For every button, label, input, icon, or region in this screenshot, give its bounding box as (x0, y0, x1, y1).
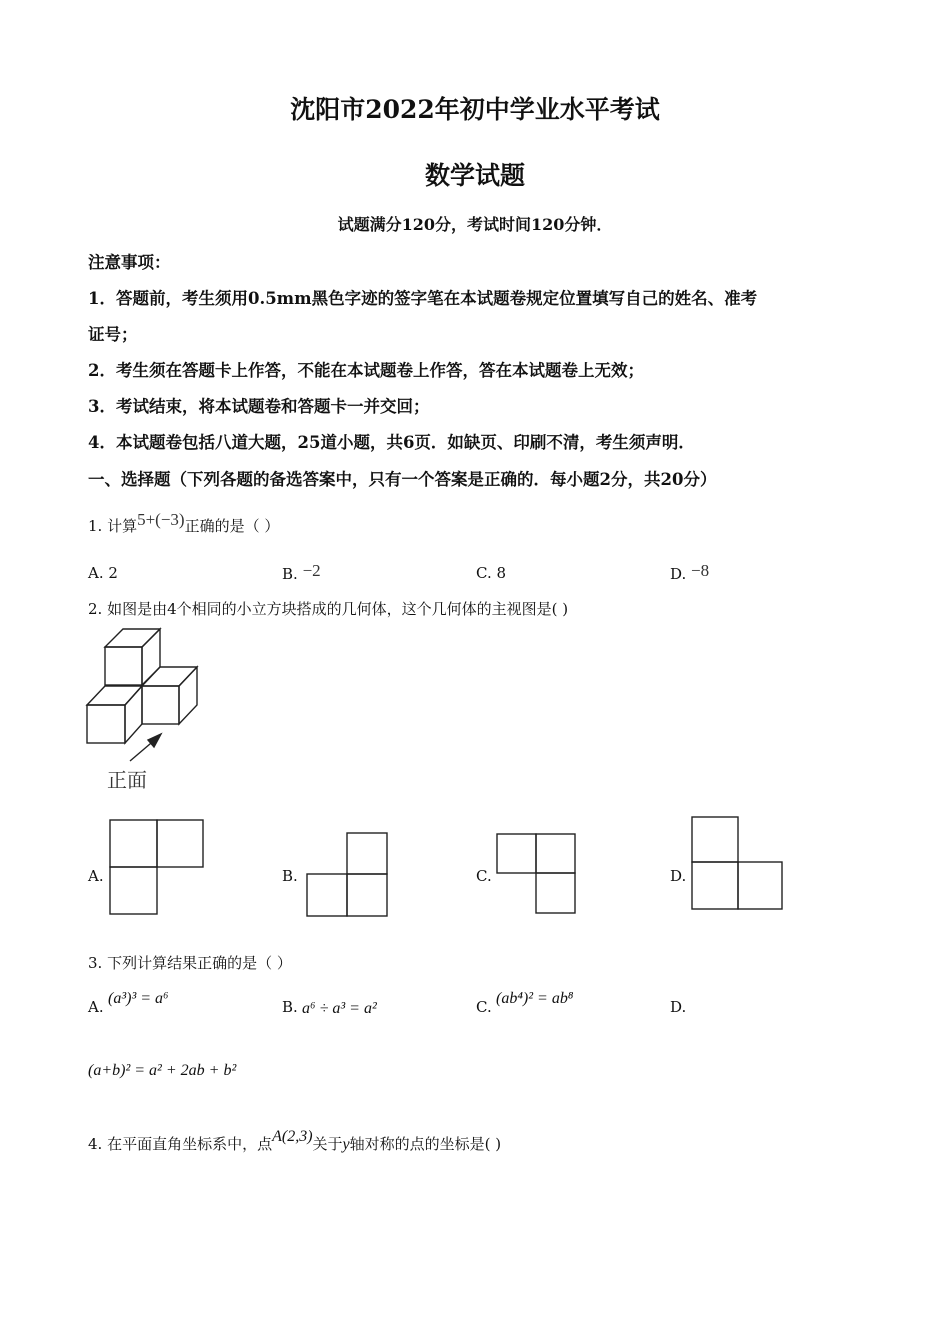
notice-item-3: 3．考试结束，将本试题卷和答题卡一并交回； (88, 397, 430, 416)
q2-option-a[interactable]: A. (88, 867, 104, 885)
q3-option-d[interactable]: D. (670, 998, 687, 1016)
q1-expression: 5+(−3) (137, 510, 185, 529)
exam-subtitle: 数学试题 (424, 161, 525, 190)
q3-option-a-expression: (a³)³ = a⁶ (108, 990, 169, 1007)
notice-item-2: 2．考生须在答题卡上作答，不能在本试题卷上作答，答在本试题卷上无效； (88, 361, 644, 380)
notice-item-1: 1．答题前，考生须用0.5mm黑色字迹的签字笔在本试题卷规定位置填写自己的姓名、准考 (88, 289, 758, 308)
q1-option-c[interactable]: C. 8 (476, 564, 507, 582)
q1-option-d[interactable]: D. −8 (670, 561, 710, 583)
section-1-heading: 一、选择题（下列各题的备选答案中，只有一个答案是正确的．每小题2分，共20分） (88, 470, 717, 489)
q4-point-expression: A(2,3) (272, 1128, 313, 1145)
q3-option-a[interactable]: A. (88, 998, 104, 1016)
question-4: 4. 在平面直角坐标系中，点A(2,3)关于y轴对称的点的坐标是( ) (88, 1128, 502, 1153)
q3-option-b-expression: a⁶ ÷ a³ = a² (302, 1000, 377, 1017)
q3-option-c-expression: (ab⁴)² = ab⁸ (496, 990, 574, 1007)
q2-option-d[interactable]: D. (670, 867, 687, 885)
notice-item-1-cont: 证号； (88, 325, 138, 344)
exam-info: 试题满分120分，考试时间120分钟． (337, 215, 613, 234)
q2-option-c[interactable]: C. (476, 867, 492, 885)
exam-title: 沈阳市2022年初中学业水平考试 (290, 95, 660, 124)
q1-prefix: 1. 计算 (88, 517, 138, 535)
q3-option-b[interactable]: B. (282, 998, 298, 1016)
question-1 (88, 510, 280, 536)
q1-suffix: 正确的是（ ） (184, 517, 280, 535)
question-3: 3. 下列计算结果正确的是（ ） (88, 954, 292, 972)
q3-option-d-expression: (a+b)² = a² + 2ab + b² (88, 1062, 237, 1079)
q2-option-b[interactable]: B. (282, 867, 298, 885)
notice-heading: 注意事项： (88, 253, 171, 272)
q3-option-c[interactable]: C. (476, 998, 492, 1016)
q1-option-a[interactable]: A. 2 (88, 564, 118, 582)
q2-figure-label: 正面 (107, 768, 147, 792)
question-2: 2. 如图是由4个相同的小立方块搭成的几何体，这个几何体的主视图是( ) (88, 600, 569, 618)
q1-option-b[interactable]: B. −2 (282, 561, 321, 583)
notice-item-4: 4．本试题卷包括八道大题，25道小题，共6页．如缺页、印刷不清，考生须声明． (88, 433, 695, 452)
